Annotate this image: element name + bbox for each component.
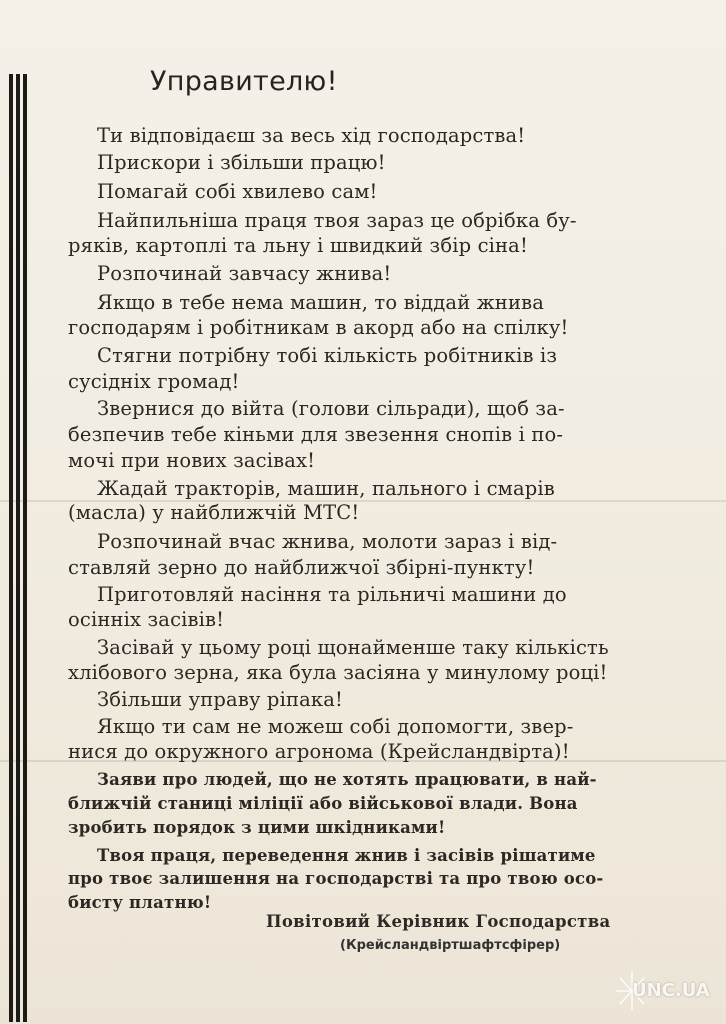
text-line: Твоя праця, переведення жнив і засівів рішатиме [97, 846, 596, 865]
signature-title: (Крейсландвіртшафтсфірер) [340, 938, 561, 953]
border-bar [16, 74, 20, 1022]
text-line: сусідніх громад! [68, 370, 240, 393]
text-line: (масла) у найближчій МТС! [68, 501, 360, 524]
text-line: нися до окружного агронома (Крейсландвірта)! [68, 740, 570, 763]
text-line: Прискори і збільши працю! [97, 151, 386, 174]
text-line: Розпочинай завчасу жнива! [97, 262, 392, 285]
text-line: бисту платню! [68, 893, 212, 912]
text-line: господарям і робітникам в акорд або на спілку! [68, 316, 569, 339]
left-border-bars [9, 74, 31, 1022]
text-line: Найпильніша праця твоя зараз це обрібка бу- [97, 209, 577, 232]
text-line: ближчій станиці міліції або військової влади. Вона [68, 794, 578, 813]
text-line: безпечив тебе кіньми для звезення снопів і по- [68, 423, 564, 446]
text-line: Засівай у цьому році щонайменше таку кількість [97, 636, 609, 659]
text-line: ряків, картоплі та льну і швидкий збір сіна! [68, 234, 528, 257]
text-line: зробить порядок з цими шкідниками! [68, 818, 446, 837]
text-line: про твоє залишення на господарстві та про твою осо- [68, 869, 604, 888]
text-line: осінніх засівів! [68, 608, 225, 631]
text-line: Жадай тракторів, машин, пального і смарів [97, 477, 555, 500]
signature: Повітовий Керівник Господарства [266, 912, 611, 931]
text-line: мочі при нових засівах! [68, 449, 316, 472]
text-line: Якщо в тебе нема машин, то віддай жнива [97, 291, 544, 314]
text-line: Приготовляй насіння та рільничі машини до [97, 583, 567, 606]
text-line: Якщо ти сам не можеш собі допомогти, звер- [97, 715, 574, 738]
border-bar [23, 74, 27, 1022]
text-line: Стягни потрібну тобі кількість робітників із [97, 344, 558, 367]
text-line: Розпочинай вчас жнива, молоти зараз і від- [97, 530, 558, 553]
text-line: Заяви про людей, що не хотять працювати, в най- [97, 770, 597, 789]
text-line: ставляй зерно до найближчої збірні-пункту! [68, 556, 535, 579]
text-line: Збільши управу ріпака! [97, 688, 343, 711]
document-title: Управителю! [150, 66, 338, 97]
text-line: Звернися до війта (голови сільради), щоб за- [97, 397, 565, 420]
text-line: Ти відповідаєш за весь хід господарства! [97, 124, 526, 147]
text-line: хлібового зерна, яка була засіяна у минулому році! [68, 661, 608, 684]
border-bar [9, 74, 13, 1022]
watermark-text: UNC.UA [632, 980, 710, 1001]
text-line: Помагай собі хвилево сам! [97, 180, 378, 203]
